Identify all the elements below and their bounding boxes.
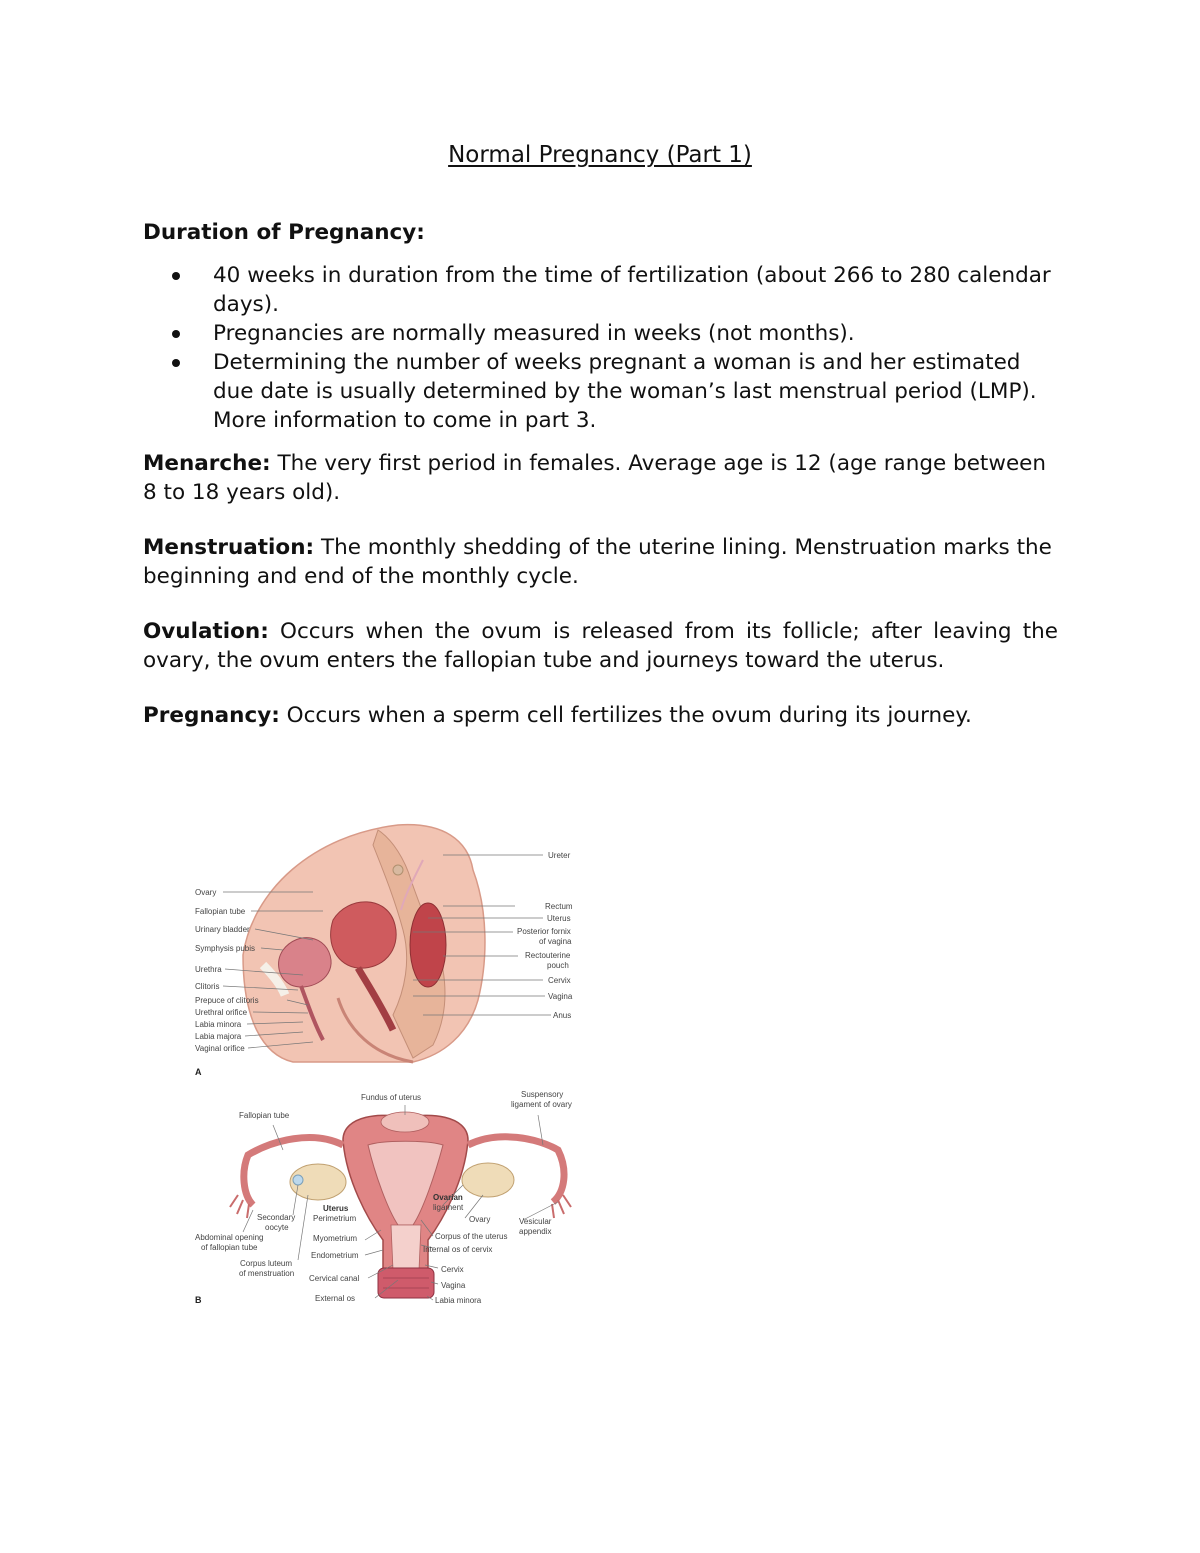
definition-menstruation	[143, 533, 1058, 591]
figure-label: External os	[315, 1294, 356, 1303]
bullet-icon	[172, 272, 180, 280]
figure-label: Corpus of the uterus	[435, 1232, 508, 1241]
figure-label: Myometrium	[313, 1234, 358, 1243]
definition-term: Pregnancy:	[143, 703, 280, 728]
figure-label: Ovarian	[433, 1193, 463, 1202]
figure-label: of menstruation	[239, 1269, 295, 1278]
figure-label: Urethral orifice	[195, 1008, 248, 1017]
panel-a-right-labels	[517, 851, 573, 1020]
duration-heading: Duration of Pregnancy:	[143, 220, 425, 245]
bullet-item	[213, 261, 1058, 319]
figure-label: appendix	[519, 1227, 552, 1236]
figure-label: Perimetrium	[313, 1214, 357, 1223]
figure-label: Abdominal opening	[195, 1233, 264, 1242]
figure-label: Prepuce of clitoris	[195, 996, 259, 1005]
figure-label: Uterus	[547, 914, 571, 923]
figure-label: ligament	[433, 1203, 464, 1212]
figure-label: Labia minora	[195, 1020, 242, 1029]
figure-label: Posterior fornix	[517, 927, 571, 936]
figure-label: Endometrium	[311, 1251, 359, 1260]
figure-label: Cervical canal	[309, 1274, 360, 1283]
definition-ovulation	[143, 617, 1058, 675]
definition-term: Menstruation:	[143, 535, 315, 560]
figure-label: Vesicular	[519, 1217, 552, 1226]
figure-label: Internal os of cervix	[423, 1245, 493, 1254]
bullet-item	[213, 319, 1058, 348]
definition-term: Menarche:	[143, 451, 271, 476]
figure-label: Fallopian tube	[195, 907, 246, 916]
bullet-text: Determining the number of weeks pregnant a woman is and her estimated due date is usually determined by the woman’s last menstrual period (LMP). More information to come in part 3.	[213, 350, 1037, 433]
bullet-text: Pregnancies are normally measured in weeks (not months).	[213, 321, 855, 346]
figure-label: Anus	[553, 1011, 572, 1020]
figure-label: Clitoris	[195, 982, 220, 991]
definition-text: The monthly shedding of the uterine lining. Menstruation marks the beginning and end of the monthly cycle.	[143, 535, 1052, 589]
figure-label: Labia minora	[435, 1296, 482, 1305]
definition-pregnancy	[143, 701, 1058, 730]
figure-label: oocyte	[265, 1223, 289, 1232]
figure-label: Vagina	[441, 1281, 466, 1290]
figure-label: of fallopian tube	[201, 1243, 258, 1252]
figure-label: Urinary bladder	[195, 925, 250, 934]
panel-a-letter: A	[195, 1067, 202, 1077]
panel-b-letter: B	[195, 1295, 202, 1305]
page-title: Normal Pregnancy (Part 1)	[448, 142, 752, 168]
figure-label: Corpus luteum	[240, 1259, 293, 1268]
document-body	[143, 218, 1058, 756]
figure-label: Vagina	[548, 992, 573, 1001]
figure-label: Urethra	[195, 965, 222, 974]
definition-text: Occurs when the ovum is released from its follicle; after leaving the ovary, the ovum enters the fallopian tube and journeys toward the uterus.	[143, 619, 1058, 673]
figure-label: Symphysis pubis	[195, 944, 256, 953]
figure-label: Ureter	[548, 851, 571, 860]
definition-menarche	[143, 449, 1058, 507]
figure-label: Fallopian tube	[239, 1111, 290, 1120]
figure-label: Ovary	[195, 888, 217, 897]
figure-label: Rectum	[545, 902, 573, 911]
bullet-icon	[172, 330, 180, 338]
figure-label: Cervix	[548, 976, 571, 985]
figure-label: Fundus of uterus	[361, 1093, 422, 1102]
figure-label: of vagina	[539, 937, 572, 946]
figure-label: Labia majora	[195, 1032, 242, 1041]
anatomy-illustration	[143, 800, 655, 1325]
definition-text: The very first period in females. Average age is 12 (age range between 8 to 18 years old).	[143, 451, 1047, 505]
bullet-text: 40 weeks in duration from the time of fertilization (about 266 to 280 calendar days).	[213, 263, 1051, 317]
figure-label: Uterus	[323, 1204, 349, 1213]
figure-label: Ovary	[469, 1215, 491, 1224]
figure-label: ligament of ovary	[511, 1100, 572, 1109]
anatomy-figure	[143, 800, 655, 1325]
figure-label: Cervix	[441, 1265, 464, 1274]
figure-label: Suspensory	[521, 1090, 564, 1099]
figure-label: Secondary	[257, 1213, 296, 1222]
duration-bullet-list	[143, 261, 1058, 435]
definition-term: Ovulation:	[143, 619, 269, 644]
definition-text: Occurs when a sperm cell fertilizes the ovum during its journey.	[279, 703, 972, 728]
panel-a-sagittal-section	[243, 825, 485, 1062]
figure-label: pouch	[547, 961, 569, 970]
bullet-icon	[172, 359, 180, 367]
figure-label: Rectouterine	[525, 951, 571, 960]
figure-label: Vaginal orifice	[195, 1044, 245, 1053]
bullet-item	[213, 348, 1058, 435]
